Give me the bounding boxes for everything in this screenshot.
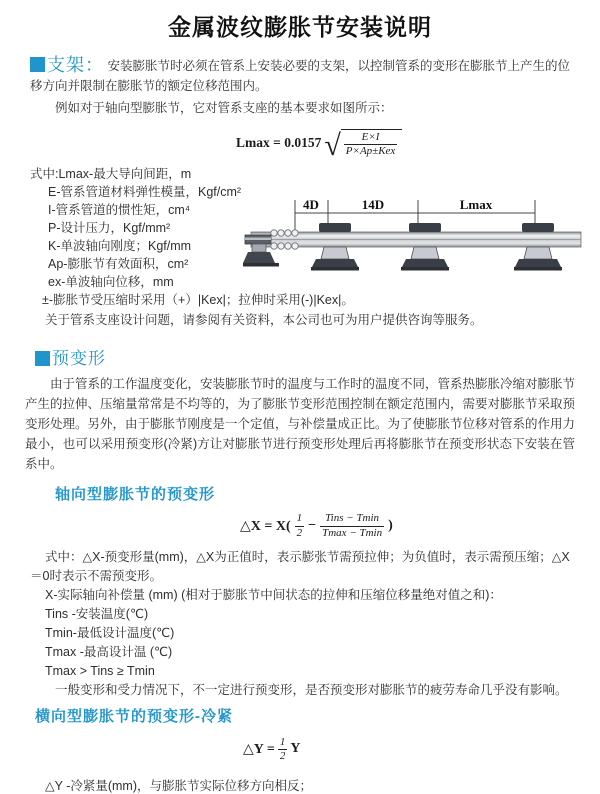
predeform-heading-row <box>35 344 600 369</box>
minus-sign: − <box>308 518 317 534</box>
formula-delta-y <box>243 736 600 763</box>
fraction-denominator: Tmax − Tmin <box>322 526 383 539</box>
definition-item: I-管系管道的惯性矩，cm⁴ <box>48 203 191 218</box>
fraction-half <box>278 736 288 763</box>
formula-delta-x <box>240 512 600 539</box>
axial-variable: Tmin-最低设计温度(℃) <box>45 625 175 640</box>
section-bullet-icon <box>30 57 45 72</box>
axial-explain: 式中：△X-预变形量(mm)，△X为正值时，表示膨张节需预拉伸；为负值时，表示需预压缩；△X＝0时表示不需预变形。 <box>30 549 570 583</box>
fraction-half <box>295 512 305 539</box>
support-paragraph <box>30 55 575 96</box>
definition-item: E-管系管道材料弹性模量，Kgf/cm² <box>48 185 242 200</box>
fraction-numerator: 1 <box>279 735 286 748</box>
formula-lmax-fraction <box>344 131 398 158</box>
support-heading: 支架： <box>47 55 104 75</box>
axial-heading: 轴向型膨胀节的预变形 <box>55 486 216 504</box>
predeform-paragraph: 由于管系的工作温度变化，安装膨胀节时的温度与工作时的温度不同，管系热膨胀冷缩对膨胀节产生的拉伸、压缩量常常是不均等的，为了膨胀节变形范围控制在额定范围内，需要对膨胀节采取预变形处理。另外，由于膨胀节刚度是一个定值，与补偿量成正比。为了使膨胀节位移对管系的作用力最小，也可以采用预变形(冷紧)方让对膨胀节进行预变形处理后再将膨胀节在预变形状态下安装在管系中。 <box>25 377 576 472</box>
fraction-temperature <box>320 512 384 539</box>
dimension-label-4d: 4D <box>303 197 319 212</box>
formula-dx-rhs: ) <box>388 518 393 534</box>
fraction-numerator: Tins − Tmin <box>325 512 380 525</box>
formula-dy-lhs: △Y = <box>243 741 275 757</box>
fraction-numerator: 1 <box>296 512 303 525</box>
fraction-numerator: E×I <box>361 131 380 143</box>
page-title: 金属波纹膨胀节安装说明 <box>168 14 432 40</box>
fraction-denominator: 2 <box>296 526 303 539</box>
fraction-denominator: P×Ap±Kex <box>345 145 396 158</box>
lateral-heading: 横向型膨胀节的预变形-冷紧 <box>35 707 233 725</box>
sqrt-radical-icon: √ <box>324 128 341 162</box>
definition-item: ex-单波轴向位移，mm <box>48 275 174 290</box>
definition-item: K-单波轴向刚度；Kgf/mm <box>48 239 192 254</box>
support-note: 关于管系支座设计问题，请参阅有关资料，本公司也可为用户提供咨询等服务。 <box>45 313 483 328</box>
definition-item: P-设计压力，Kgf/mm² <box>48 221 171 236</box>
fraction-denominator: 2 <box>279 749 286 762</box>
formula-dx-lhs: △X = X( <box>240 518 291 534</box>
axial-note: 一般变形和受力情况下，不一定进行预变形，是否预变形对膨胀节的疲劳寿命几乎没有影响。 <box>55 682 568 697</box>
dimension-label-14d: 14D <box>361 197 385 212</box>
definition-item: ±-膨胀节受压缩时采用（+）|Kex|；拉伸时采用(-)|Kex|。 <box>42 293 354 308</box>
formula-dy-rhs: Y <box>290 741 301 757</box>
definition-item: Ap-膨胀节有效面积，cm² <box>48 257 189 272</box>
formula-lmax-lhs: Lmax = 0.0157 <box>236 134 322 150</box>
support-intro-text: 安装膨胀节时必须在管系上安装必要的支架，以控制管系的变形在膨胀节上产生的位移方向并限制在膨胀节的额定位移范围内。 <box>30 59 570 93</box>
axial-variable: Tins -安装温度(℃) <box>45 606 149 621</box>
pipe-support-diagram <box>243 192 595 280</box>
definition-item: 式中:Lmax-最大导向间距，m <box>30 167 192 182</box>
sqrt-body <box>341 129 403 158</box>
axial-variable: Tmax > Tins ≥ Tmin <box>45 663 155 678</box>
axial-variable: Tmax -最高设计温 (℃) <box>45 644 173 659</box>
axial-variable-list <box>45 586 600 681</box>
support-example-line: 例如对于轴向型膨胀节，它对管系支座的基本要求如图所示： <box>55 101 393 115</box>
lateral-variable: △Y -冷紧量(mm)，与膨胀节实际位移方向相反； <box>45 779 313 794</box>
axial-variable: X-实际轴向补偿量 (mm) (相对于膨胀节中间状态的拉伸和压缩位移量绝对值之和)： <box>45 587 502 602</box>
dimension-label-lmax: Lmax <box>459 197 493 212</box>
predeform-heading: 预变形 <box>52 349 106 369</box>
section-bullet-icon <box>35 351 50 366</box>
formula-lmax <box>236 127 600 162</box>
